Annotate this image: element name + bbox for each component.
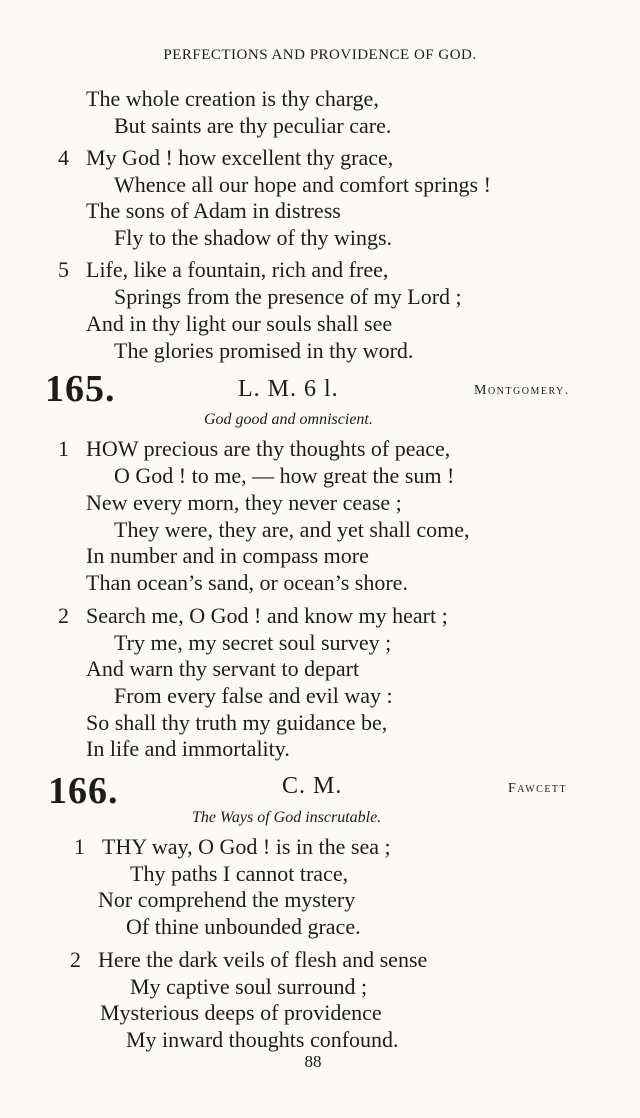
stanza-number: 2 bbox=[70, 947, 81, 972]
hymn-line: HOW precious are thy thoughts of peace, bbox=[86, 436, 451, 461]
hymn-line: The glories promised in thy word. bbox=[114, 338, 414, 363]
stanza-number: 1 bbox=[74, 834, 85, 859]
hymn-line: THY way, O God ! is in the sea ; bbox=[102, 834, 391, 859]
hymn-line: New every morn, they never cease ; bbox=[86, 490, 402, 515]
hymn-line: And in thy light our souls shall see bbox=[86, 311, 393, 336]
hymn-number: 166. bbox=[48, 770, 119, 812]
hymn-line: Of thine unbounded grace. bbox=[126, 914, 361, 939]
hymn-line: The sons of Adam in distress bbox=[86, 198, 341, 223]
stanza-number: 2 bbox=[58, 603, 69, 628]
hymn-line: O God ! to me, — how great the sum ! bbox=[114, 463, 455, 488]
stanza-number: 4 bbox=[58, 145, 69, 170]
hymn-line: The whole creation is thy charge, bbox=[86, 86, 379, 111]
hymn-subtitle: God good and omniscient. bbox=[204, 411, 373, 428]
hymn-line: Fly to the shadow of thy wings. bbox=[114, 225, 393, 250]
hymn-line: But saints are thy peculiar care. bbox=[114, 113, 392, 138]
hymn-line: My God ! how excellent thy grace, bbox=[86, 145, 394, 170]
hymn-number: 165. bbox=[45, 368, 116, 410]
page-number: 88 bbox=[304, 1052, 322, 1071]
hymn-line: Mysterious deeps of providence bbox=[100, 1000, 382, 1025]
hymn-line: Try me, my secret soul survey ; bbox=[114, 630, 392, 655]
hymn-meter: C. M. bbox=[282, 773, 343, 799]
hymn-line: Life, like a fountain, rich and free, bbox=[86, 257, 389, 282]
hymn-line: In life and immortality. bbox=[86, 736, 290, 761]
hymn-line: Whence all our hope and comfort springs ! bbox=[114, 172, 491, 197]
hymn-line: They were, they are, and yet shall come, bbox=[114, 517, 470, 542]
hymn-line: From every false and evil way : bbox=[114, 683, 393, 708]
hymn-line: Here the dark veils of flesh and sense bbox=[98, 947, 428, 972]
hymn-author: Fawcett bbox=[508, 781, 568, 796]
hymn-line: Thy paths I cannot trace, bbox=[130, 861, 349, 886]
hymn-line: Than ocean’s sand, or ocean’s shore. bbox=[86, 570, 408, 595]
hymn-line: Nor comprehend the mystery bbox=[98, 887, 356, 912]
hymn-line: My captive soul surround ; bbox=[130, 974, 368, 999]
hymn-subtitle: The Ways of God inscrutable. bbox=[192, 809, 382, 826]
hymn-line: Springs from the presence of my Lord ; bbox=[114, 284, 462, 309]
stanza-number: 1 bbox=[58, 436, 69, 461]
running-head: PERFECTIONS AND PROVIDENCE OF GOD. bbox=[163, 47, 477, 63]
stanza-number: 5 bbox=[58, 257, 69, 282]
hymn-line: In number and in compass more bbox=[86, 543, 369, 568]
hymn-meter: L. M. 6 l. bbox=[238, 376, 339, 402]
hymn-author: Montgomery. bbox=[474, 383, 570, 398]
hymn-line: My inward thoughts confound. bbox=[126, 1027, 399, 1052]
hymn-line: So shall thy truth my guidance be, bbox=[86, 710, 388, 735]
hymn-line: Search me, O God ! and know my heart ; bbox=[86, 603, 448, 628]
hymn-line: And warn thy servant to depart bbox=[86, 656, 360, 681]
